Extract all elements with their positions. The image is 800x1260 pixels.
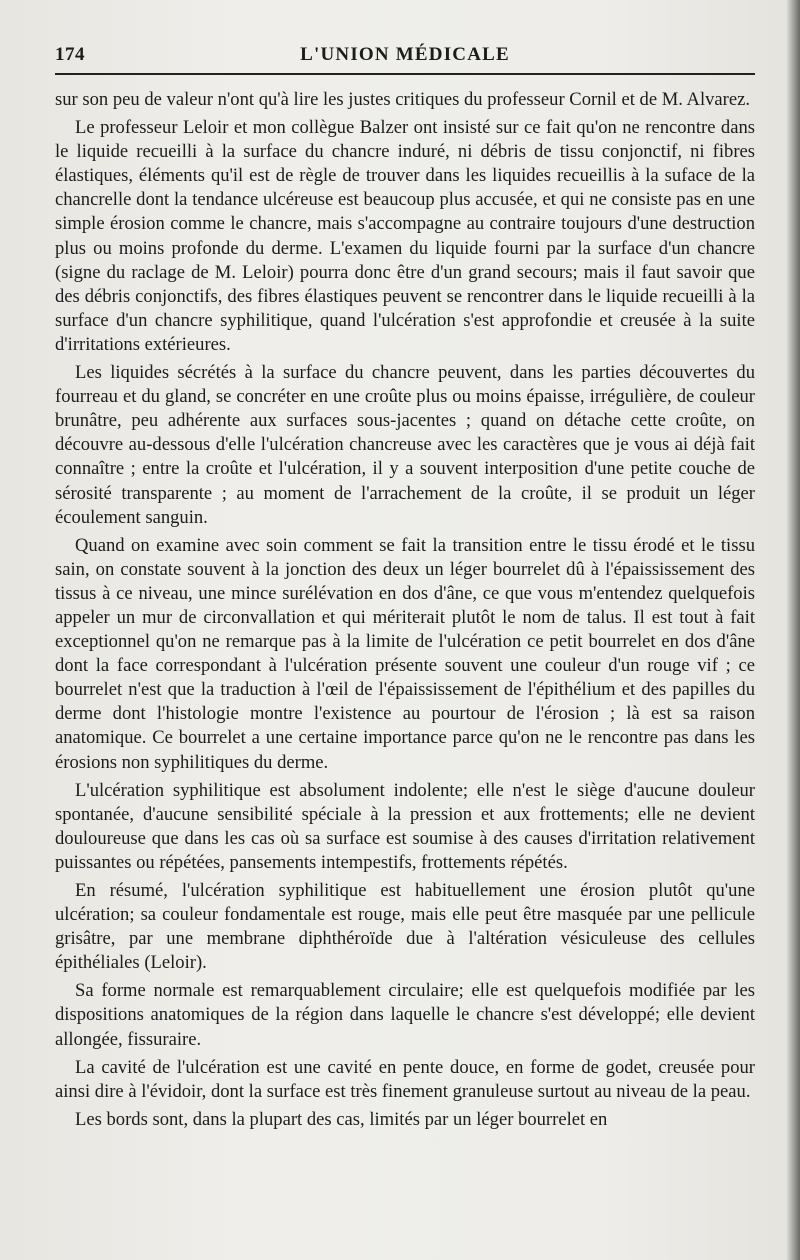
body-text: [55, 88, 755, 1132]
running-title: L'UNION MÉDICALE: [300, 44, 510, 65]
paragraph-7: Sa forme normale est remarquablement circulaire; elle est quelquefois modifiée par les dispositions anatomiques de la région dans laquelle le chancre s'est développé; elle devient allongée, fissuraire.: [55, 980, 755, 1050]
paragraph-9: Les bords sont, dans la plupart des cas, limités par un léger bourrelet en: [75, 1108, 608, 1130]
paragraph-1: sur son peu de valeur n'ont qu'à lire les justes critiques du professeur Cornil et de M. Alvarez.: [55, 89, 751, 110]
paragraph-2: Le professeur Leloir et mon collègue Balzer ont insisté sur ce fait qu'on ne rencontre dans le liquide recueilli à la surface du chancre induré, ni débris de tissu conjonctif, ni fibres élastiques, éléments qu'il est de règle de trouver dans les liquides recueillis à la suface de la chancrelle dont la tendance ulcéreuse est beaucoup plus accusée, et qui ne consiste pas en une simple érosion comme le chancre, mais s'accompagne au contraire toujours d'une destruction plus ou moins profonde du derme. L'examen du liquide fourni par la surface d'un chancre (signe du raclage de M. Leloir) pourra donc être d'un grand secours; mais il faut savoir que des débris conjonctifs, des fibres élastiques peuvent se rencontrer dans le liquide recueilli à la surface d'un chancre syphilitique, quand l'ulcération s'est approfondie et creusée à la suite d'irritations extérieures.: [55, 117, 755, 355]
paragraph-8: La cavité de l'ulcération est une cavité en pente douce, en forme de godet, creusée pour ainsi dire à l'évidoir, dont la surface est très finement granuleuse surtout au niveau de la peau.: [55, 1056, 755, 1102]
page-edge-shadow: [786, 0, 800, 1260]
header-rule: [55, 73, 755, 75]
page-header: [55, 40, 755, 74]
paragraph-6: En résumé, l'ulcération syphilitique est habituellement une érosion plutôt qu'une ulcération; sa couleur fondamentale est rouge, mais elle peut être masquée par une pellicule grisâtre, par une membrane diphthéroïde due à l'altération vésiculeuse des cellules épithéliales (Leloir).: [55, 880, 755, 974]
paragraph-4: Quand on examine avec soin comment se fait la transition entre le tissu érodé et le tissu sain, on constate souvent à la jonction des deux un léger bourrelet dû à l'épaississement des tissus à ce niveau, une mince surélévation en dos d'âne, ce que vous m'entendez quelquefois appeler un mur de circonvallation et qui mériterait plutôt le nom de talus. Il est tout à fait exceptionnel qu'on ne remarque pas à la limite de l'ulcération ce petit bourrelet en dos d'âne dont la face correspondant à l'ulcération présente souvent une couleur d'un rouge vif ; ce bourrelet n'est que la traduction à l'œil de l'épaississement de l'épithélium et des papilles du derme dont l'histologie montre l'existence au pourtour de l'érosion ; là est sa raison anatomique. Ce bourrelet a une certaine importance parce qu'on ne le rencontre pas dans les érosions non syphilitiques du derme.: [55, 534, 755, 773]
page-number: 174: [55, 44, 85, 65]
paragraph-5: L'ulcération syphilitique est absolument indolente; elle n'est le siège d'aucune douleur spontanée, d'aucune sensibilité spéciale à la pression et aux frottements; elle ne devient douloureuse que dans les cas où sa surface est soumise à des causes d'irritation relativement puissantes ou répétées, pansements intempestifs, frottements répétés.: [55, 779, 755, 873]
paragraph-3: Les liquides sécrétés à la surface du chancre peuvent, dans les parties découvertes du fourreau et du gland, se concréter en une croûte plus ou moins épaisse, irrégulière, de couleur brunâtre, peu adhérente aux surfaces sous-jacentes ; quand on détache cette croûte, on découvre au-dessous d'elle l'ulcération chancreuse avec les caractères que je vous ai déjà fait connaître ; entre la croûte et l'ulcération, il y a souvent interposition d'une petite couche de sérosité transparente ; au moment de l'arrachement de la croûte, il se produit un léger écoulement sanguin.: [55, 362, 755, 528]
